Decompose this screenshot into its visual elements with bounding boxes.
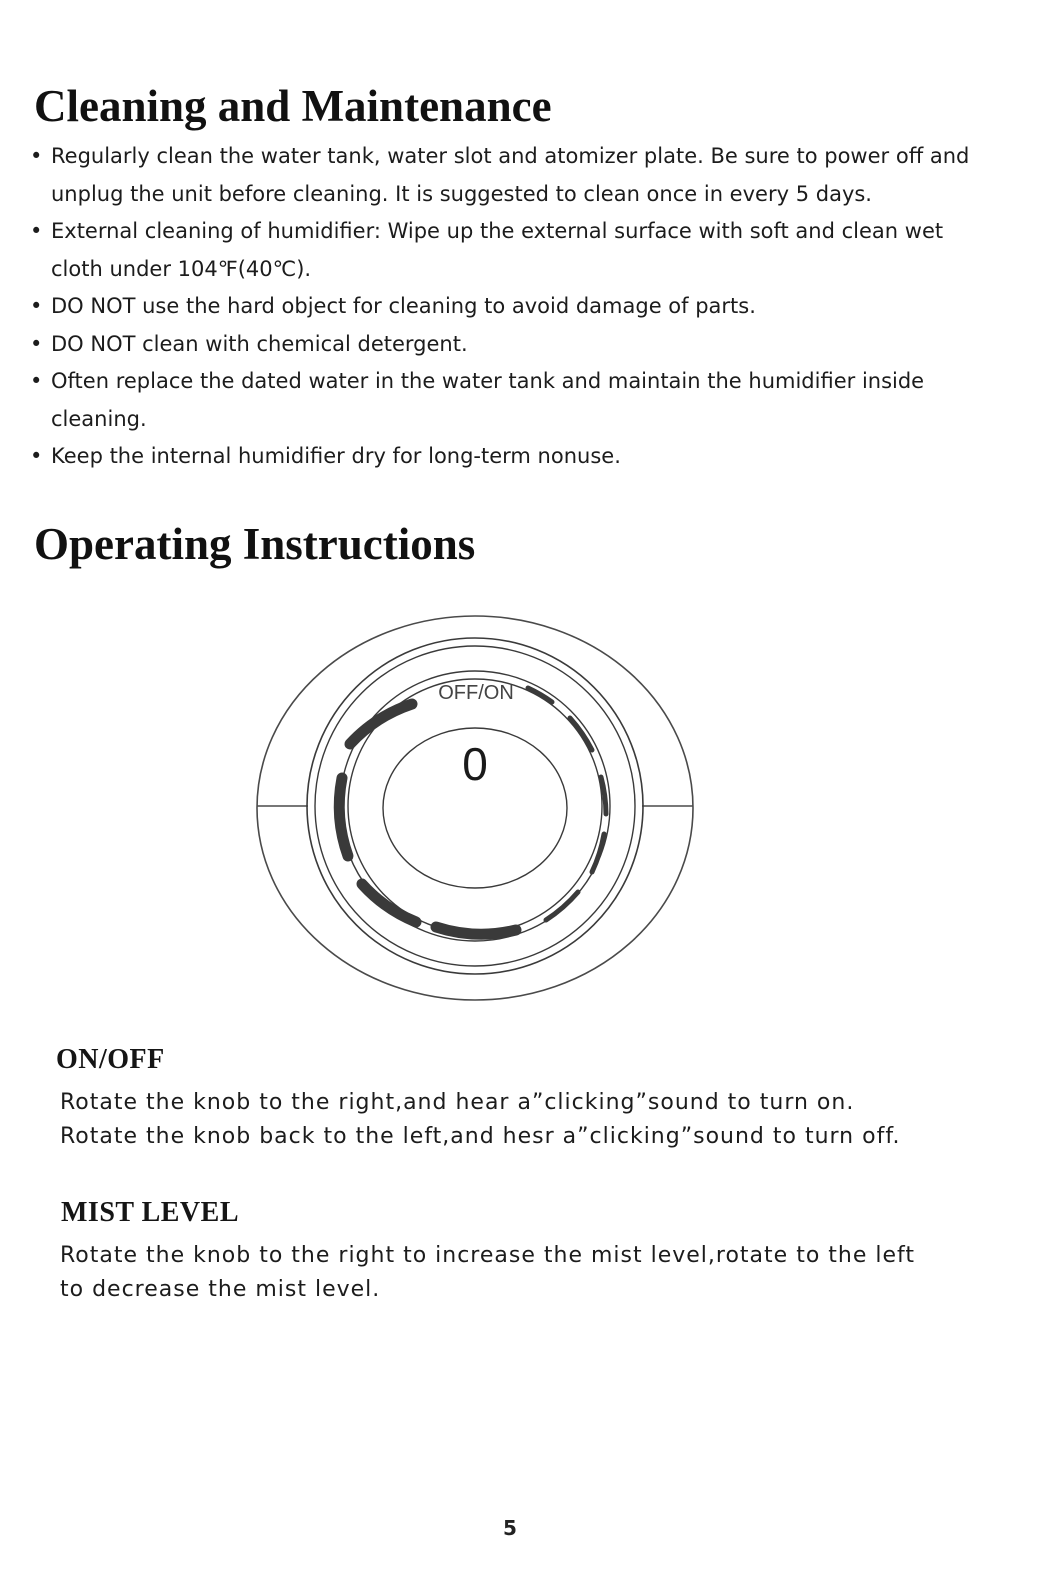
bullet-text	[51, 363, 986, 438]
bullet-line: wet cloth under 104℉(40℃).	[51, 219, 944, 281]
bullet-marker: •	[30, 294, 43, 318]
cleaning-heading: Cleaning and Maintenance	[34, 81, 552, 131]
humidifier-body-outline	[257, 616, 693, 1000]
instruction-line: Rotate the knob to the right,and hear a”clicking”sound to turn on.	[60, 1090, 855, 1115]
control-knob-diagram	[256, 612, 696, 1004]
bullet-item	[30, 326, 1020, 364]
bullet-text	[51, 438, 986, 476]
level-segment	[339, 778, 348, 856]
bullet-item	[30, 363, 1020, 438]
bullet-marker: •	[30, 219, 43, 243]
instruction-line: Rotate the knob to the right to increase the mist level,rotate to the left	[60, 1243, 915, 1268]
level-dash	[528, 688, 552, 702]
bullet-text	[51, 288, 986, 326]
mist-level-indicator	[339, 704, 516, 934]
mist-level-heading: MIST LEVEL	[61, 1197, 239, 1228]
bullet-marker: •	[30, 331, 43, 356]
bullet-line: Regularly clean the water tank, water slot and atomizer plate. Be sure to power	[51, 144, 890, 168]
bullet-text	[51, 138, 986, 213]
bullet-line: Often replace the dated water in the water tank and maintain the humidifier	[51, 369, 856, 393]
level-dash	[546, 892, 578, 920]
level-segment	[362, 884, 416, 922]
level-segment	[436, 927, 516, 934]
bullet-line: inside cleaning.	[51, 369, 925, 431]
page-number: 5	[503, 1516, 517, 1540]
bullet-text	[51, 213, 986, 288]
bullet-line: Keep the internal humidifier dry for long-term nonuse.	[51, 444, 621, 468]
bullet-item	[30, 138, 1020, 213]
operating-heading: Operating Instructions	[34, 519, 476, 569]
bullet-item	[30, 213, 1020, 288]
bullet-text	[51, 326, 986, 364]
off-on-label: OFF/ON	[438, 682, 514, 704]
mist-level-instructions	[60, 1239, 1040, 1306]
knob-position-mark: 0	[462, 738, 488, 790]
cleaning-bullet-list	[30, 138, 1020, 476]
on-off-instructions	[60, 1086, 1040, 1153]
bullet-marker: •	[30, 444, 43, 468]
bullet-line: DO NOT use the hard object for cleaning to avoid damage of parts.	[51, 294, 756, 318]
instruction-line: Rotate the knob back to the left,and hesr a”clicking”sound to turn off.	[60, 1123, 901, 1149]
bullet-line: External cleaning of humidifier: Wipe up the external surface with soft and clean	[51, 219, 899, 243]
on-off-heading: ON/OFF	[56, 1044, 165, 1075]
instruction-line: to decrease the mist level.	[60, 1276, 381, 1302]
bullet-marker: •	[30, 369, 43, 393]
bullet-marker: •	[30, 144, 43, 168]
bullet-line: off and unplug the unit before cleaning. It is suggested to clean once in every	[51, 144, 970, 206]
bullet-item	[30, 288, 1020, 326]
bullet-line: 5 days.	[795, 181, 872, 206]
bullet-line: DO NOT clean with chemical detergent.	[51, 331, 468, 356]
bullet-item	[30, 438, 1020, 476]
